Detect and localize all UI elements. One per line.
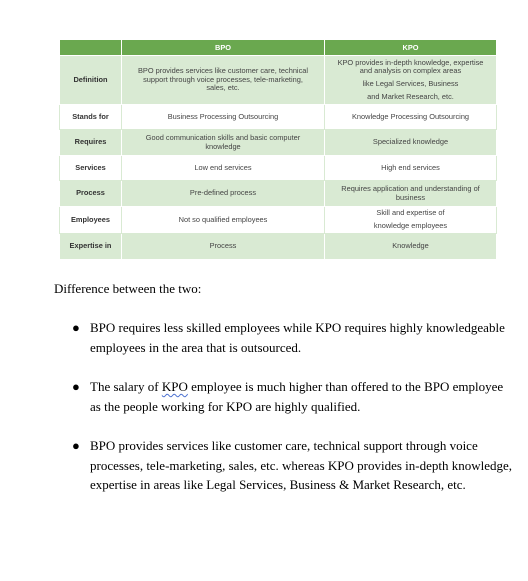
table-row (60, 105, 497, 130)
cell-text: Knowledge (392, 241, 429, 251)
table-row (60, 181, 497, 207)
kpo-cell (325, 156, 497, 181)
kpo-cell (325, 56, 497, 105)
list-item (72, 318, 517, 357)
cell-text: BPO provides services like customer care, technical (137, 66, 309, 76)
header-cell-kpo: KPO (325, 40, 497, 56)
row-label: Definition (60, 56, 122, 105)
cell-text: like Legal Services, Business (362, 79, 459, 88)
row-label: Requires (60, 130, 122, 156)
row-label: Process (60, 181, 122, 207)
bpo-cell (122, 234, 325, 260)
header-cell-bpo: BPO (122, 40, 325, 56)
cell-text: KPO provides in-depth knowledge, expertise (337, 57, 484, 67)
bpo-cell (122, 156, 325, 181)
row-label: Services (60, 156, 122, 181)
kpo-cell (325, 105, 497, 130)
bpo-cell (122, 105, 325, 130)
cell-text: Business Processing Outsourcing (167, 111, 279, 121)
difference-list (72, 318, 517, 515)
bullet-icon: ● (72, 438, 80, 453)
point-text: The salary of (90, 379, 162, 394)
cell-text: Not so qualified employees (178, 214, 268, 224)
cell-text: sales, etc. (206, 83, 240, 93)
cell-text: support through voice processes, tele-marketing, (143, 74, 303, 84)
cell-text: and analysis on complex areas (359, 66, 462, 76)
cell-text: Good communication skills and basic computer (145, 132, 301, 142)
table-row (60, 156, 497, 181)
list-item (72, 436, 517, 495)
bullet-icon: ● (72, 379, 80, 394)
header-cell-blank (60, 40, 122, 56)
bpo-cell (122, 56, 325, 105)
bpo-cell (122, 181, 325, 207)
cell-text: Low end services (194, 162, 252, 172)
bpo-cell (122, 130, 325, 156)
kpo-cell (325, 234, 497, 260)
cell-text: and Market Research, etc. (367, 91, 454, 101)
row-label: Stands for (60, 105, 122, 130)
kpo-cell (325, 181, 497, 207)
cell-text: knowledge employees (373, 221, 448, 230)
point-text: employee is much higher than offered to the BPO employee as the people working for KPO are highly qualified. (90, 379, 504, 414)
cell-text: High end services (381, 162, 440, 172)
spellcheck-marked-word[interactable]: KPO (161, 379, 188, 394)
cell-text: knowledge (205, 141, 241, 151)
table-row (60, 234, 497, 260)
cell-text: Requires application and understanding of (341, 183, 480, 193)
row-label: Employees (60, 207, 122, 234)
section-heading: Difference between the two: (54, 281, 202, 296)
row-label: Expertise in (60, 234, 122, 260)
cell-text: Process (209, 241, 237, 251)
cell-text: Knowledge Processing Outsourcing (351, 111, 470, 121)
kpo-cell (325, 130, 497, 156)
kpo-cell (325, 207, 497, 234)
cell-text: Specialized knowledge (372, 137, 449, 147)
point-text: BPO provides services like customer care, technical support through voice processes, tele-marketing, sales, etc. whereas KPO provides in-depth knowledge, expertise in areas like Legal Services, Business & Market Research, etc. (90, 438, 513, 492)
bpo-cell (122, 207, 325, 234)
list-item (72, 377, 517, 416)
point-text: BPO requires less skilled employees while KPO requires highly knowledgeable employees in the area that is outsourced. (90, 320, 505, 355)
table-row (60, 56, 497, 105)
bullet-icon: ● (72, 320, 80, 335)
table-header-row (60, 40, 497, 56)
cell-text: business (395, 192, 426, 202)
table-row (60, 207, 497, 234)
cell-text: Pre-defined process (189, 188, 257, 198)
comparison-table (59, 39, 497, 260)
table-row (60, 130, 497, 156)
cell-text: Skill and expertise of (376, 208, 445, 218)
